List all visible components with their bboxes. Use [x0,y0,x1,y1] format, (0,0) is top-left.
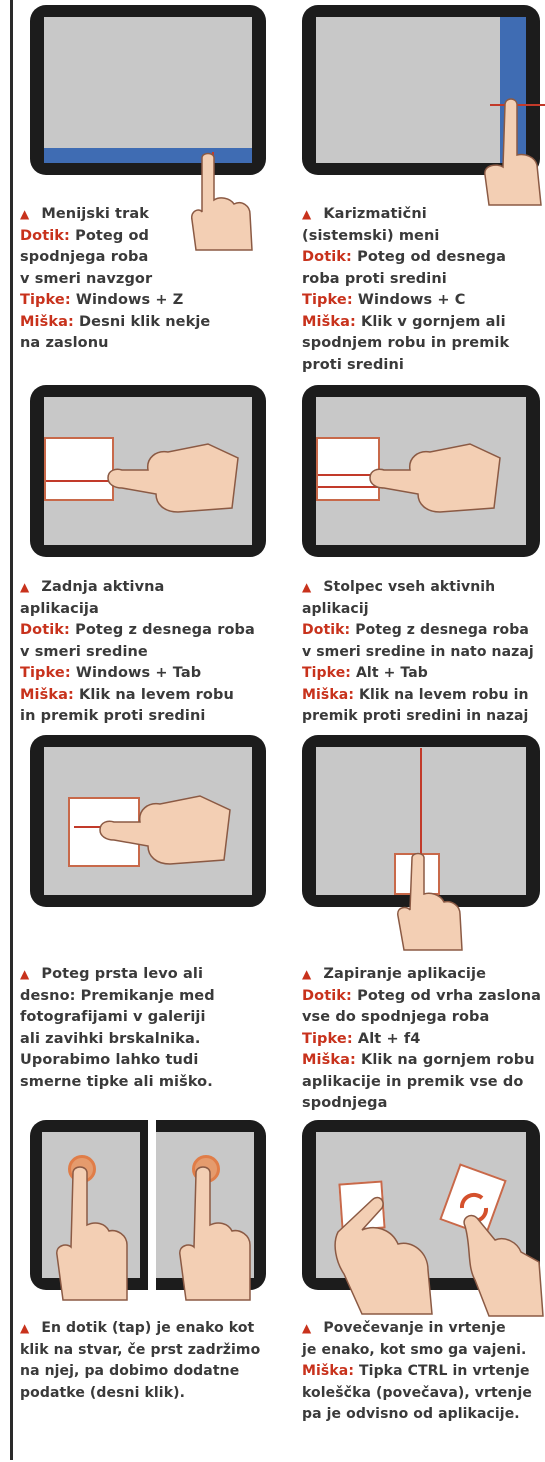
hand-tap-hold-icon [178,1165,253,1300]
hand-swipe-down-icon [390,850,470,950]
panel-2-caption: ▲ Karizmatični (sistemski) meni Dotik: Poteg od desnega roba proti sredini Tipke: Windows + C Miška: Klik v gornjem ali spodnjem robu in premik proti sredini [302,206,510,373]
triangle-icon: ▲ [20,967,30,981]
triangle-icon: ▲ [20,1321,30,1335]
hand-pinch-zoom-icon [332,1174,452,1314]
triangle-icon: ▲ [20,207,30,221]
panel-6-caption: ▲ Zapiranje aplikacije Dotik: Poteg od vrha zaslona vse do spodnjega roba Tipke: Alt + f4 Miška: Klik na gornjem robu aplikacije in premik vse do spodnjega [302,966,542,1111]
triangle-icon: ▲ [302,1321,312,1335]
panel-4-caption: ▲ Stolpec vseh aktivnih aplikacij Dotik: Poteg z desnega roba v smeri sredine in nato nazaj Tipke: Alt + Tab Miška: Klik na levem robu in premik proti sredini in nazaj [302,579,534,724]
triangle-icon: ▲ [20,580,30,594]
panel-8-caption: ▲ Povečevanje in vrtenje je enako, kot smo ga vajeni. Miška: Tipka CTRL in vrtenje koleščka (povečava), vrtenje pa je odvisno od aplikacije. [302,1320,532,1422]
panel-3-caption: ▲ Zadnja aktivna aplikacija Dotik: Poteg z desnega roba v smeri sredine Tipke: Windows + Tab Miška: Klik na levem robu in premik proti sredini [20,579,255,724]
hand-swipe-right-back-icon [370,438,500,518]
hand-swipe-left-icon [485,95,545,205]
panel-7-caption: ▲ En dotik (tap) je enako kot klik na stvar, če prst zadržimo na njej, pa dobimo dodatne podatke (desni klik). [20,1320,261,1401]
hand-rotate-icon [455,1196,545,1316]
hand-tap-icon [55,1165,130,1300]
panel-1-illustration [0,0,280,200]
panel-2-illustration [280,0,545,200]
panel-8-illustration [280,1110,545,1310]
panel-6-illustration [280,730,545,960]
triangle-icon: ▲ [302,967,312,981]
panel-5-illustration [0,730,280,960]
panel-7-illustration [0,1110,280,1310]
triangle-icon: ▲ [302,207,312,221]
triangle-icon: ▲ [302,580,312,594]
hand-swipe-sideways-icon [100,790,230,870]
hand-swipe-right-icon [108,438,238,518]
panel-4-illustration [280,380,545,570]
panel-5-caption: ▲ Poteg prsta levo ali desno: Premikanje med fotografijami v galeriji ali zavihki brskalnika. Uporabimo lahko tudi smerne tipke ali miško. [20,966,215,1090]
panel-3-illustration [0,380,280,570]
panel-1-caption: ▲ Menijski trak Dotik: Poteg od spodnjega roba v smeri navzgor Tipke: Windows + Z Miška: Desni klik nekje na zaslonu [20,206,211,351]
